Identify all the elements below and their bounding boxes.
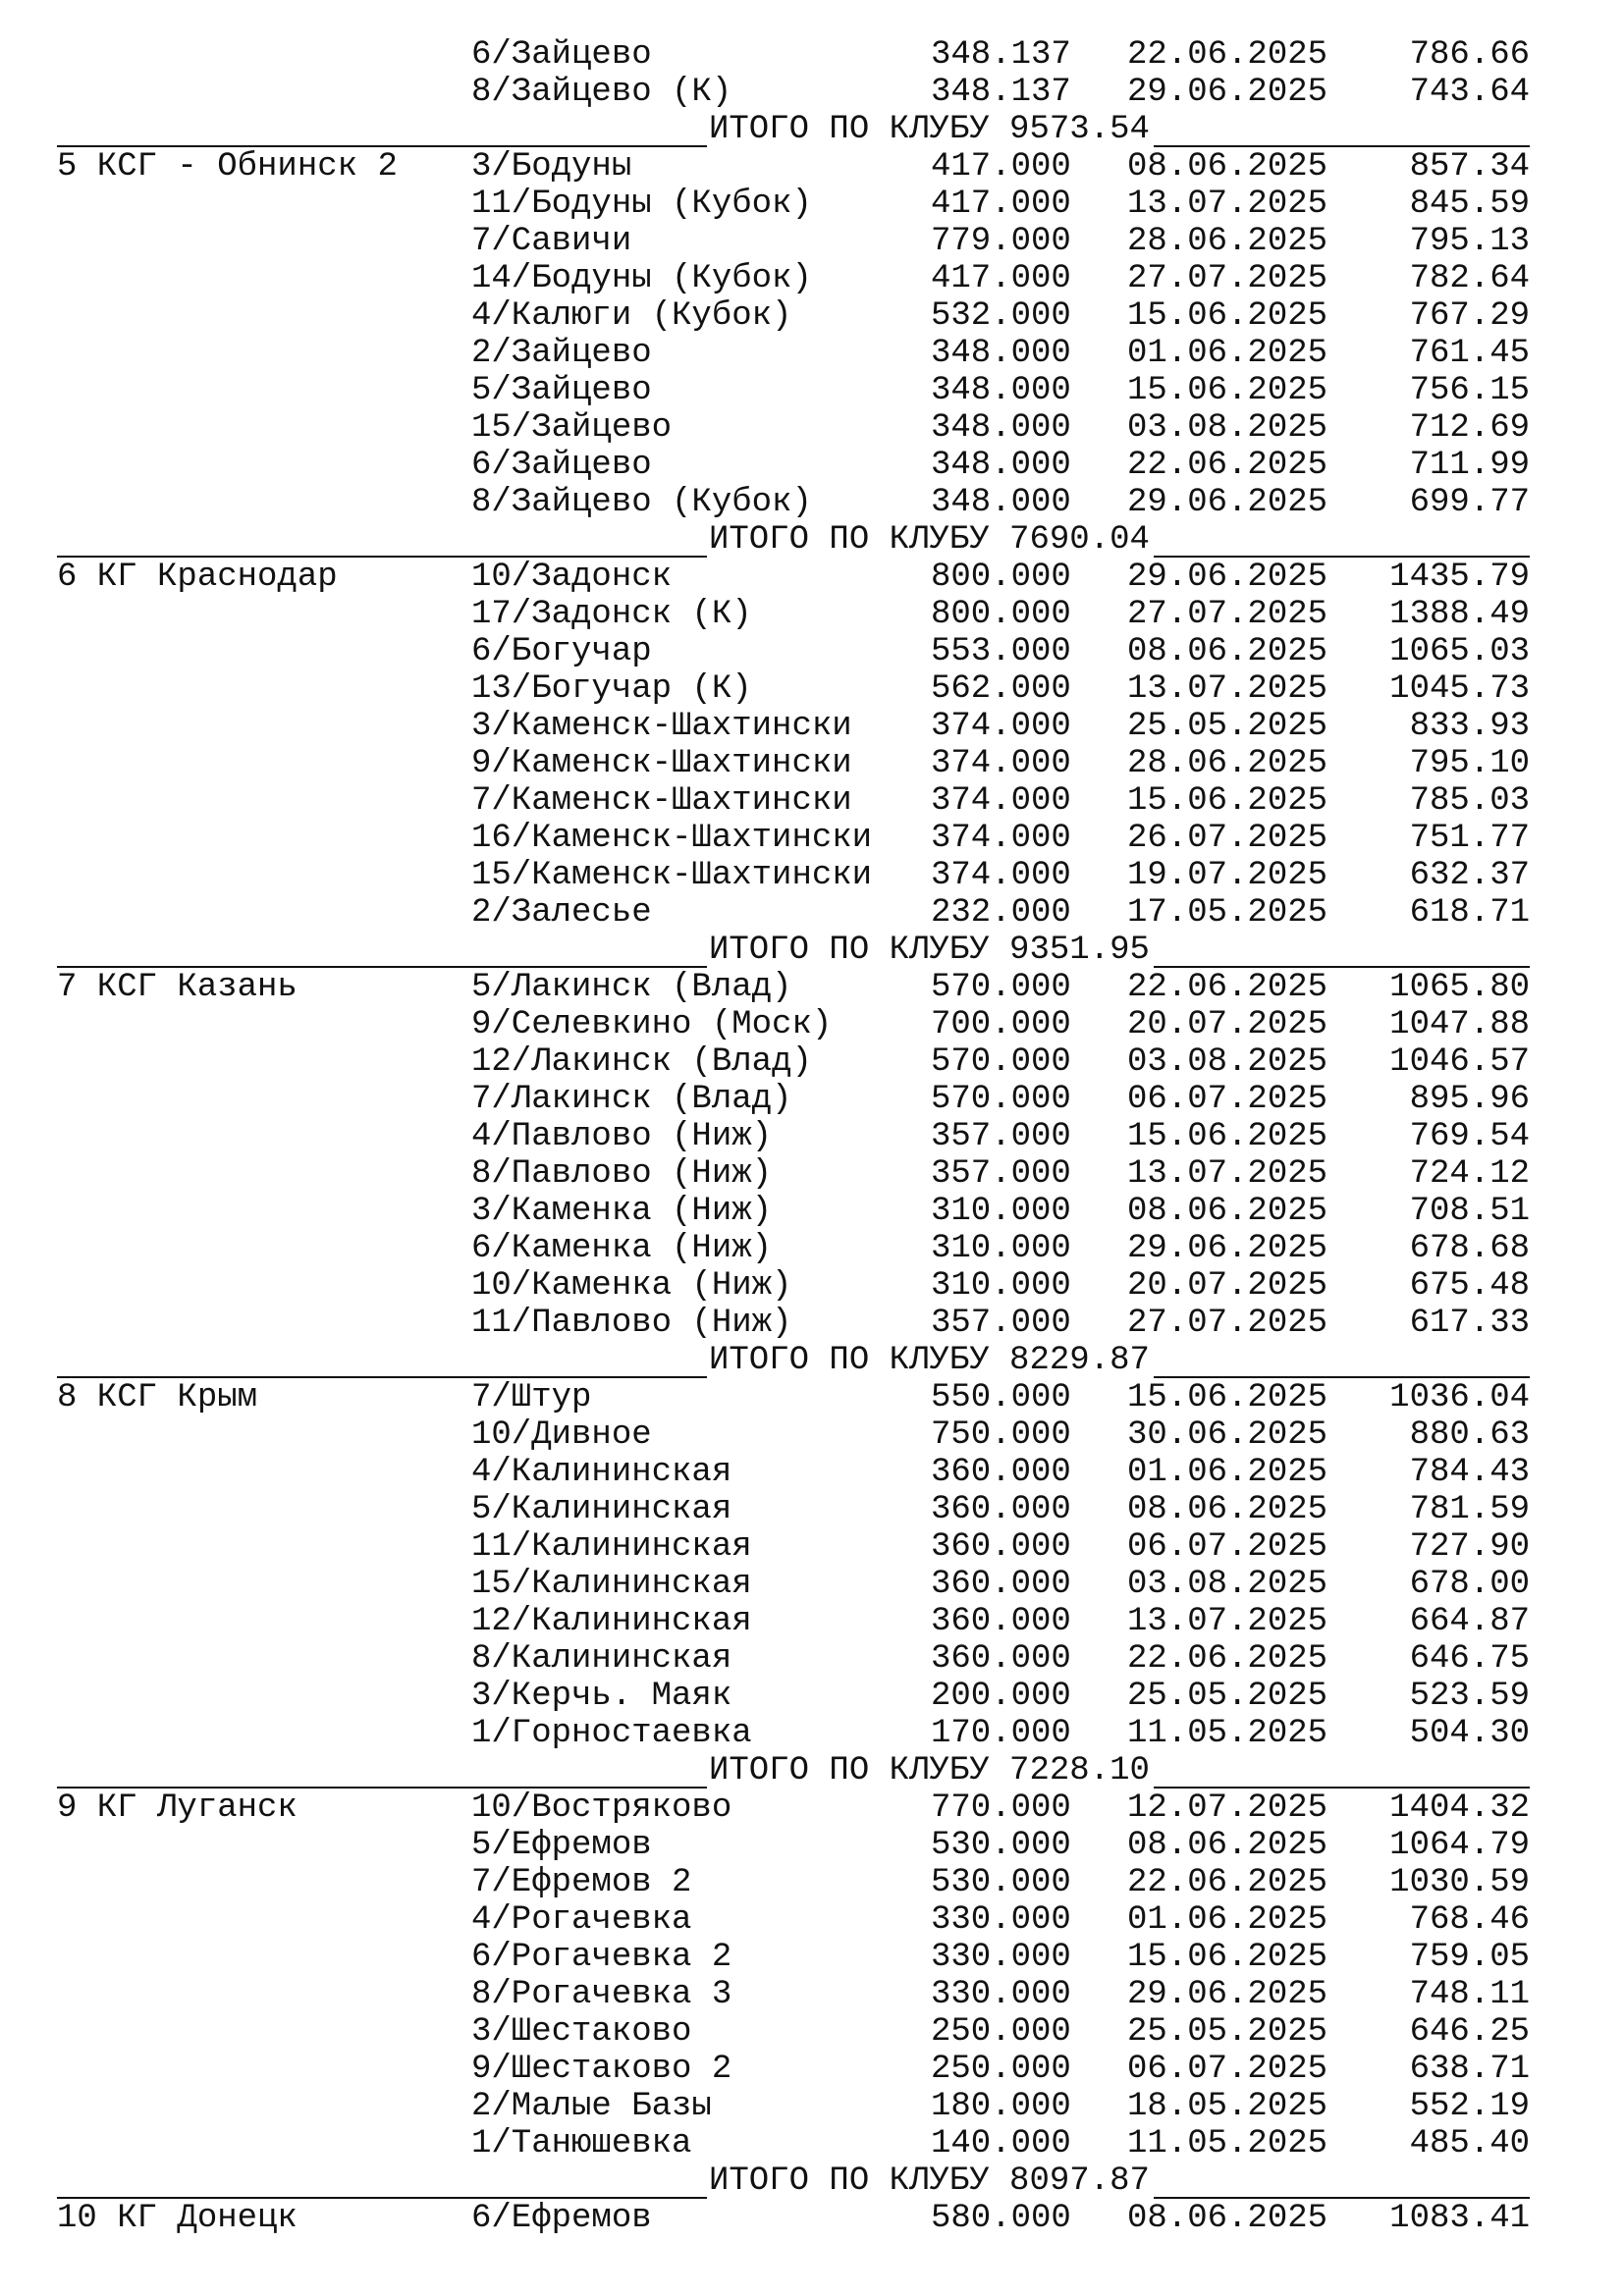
race-date: 08.06.2025 bbox=[1127, 1193, 1328, 1230]
race-date: 29.06.2025 bbox=[1127, 1976, 1328, 2013]
race-date: 18.05.2025 bbox=[1127, 2088, 1328, 2125]
distance-value: 250.000 bbox=[931, 2013, 1071, 2051]
race-date: 01.06.2025 bbox=[1127, 335, 1328, 372]
distance-value: 232.000 bbox=[931, 894, 1071, 932]
race-name: 5/Калининская bbox=[471, 1491, 732, 1528]
distance-value: 310.000 bbox=[931, 1193, 1071, 1230]
distance-value: 700.000 bbox=[931, 1006, 1071, 1043]
race-date: 22.06.2025 bbox=[1127, 447, 1328, 484]
race-date: 27.07.2025 bbox=[1127, 260, 1328, 297]
race-name: 16/Каменск-Шахтински bbox=[471, 820, 873, 857]
race-date: 29.06.2025 bbox=[1127, 74, 1328, 111]
score-value: 895.96 bbox=[1409, 1081, 1530, 1118]
race-name: 13/Богучар (К) bbox=[471, 670, 752, 708]
race-name: 8/Калининская bbox=[471, 1640, 732, 1678]
score-value: 785.03 bbox=[1409, 782, 1530, 820]
race-name: 14/Бодуны (Кубок) bbox=[471, 260, 812, 297]
race-name: 15/Калининская bbox=[471, 1566, 752, 1603]
distance-value: 357.000 bbox=[931, 1155, 1071, 1193]
club-total-separator bbox=[0, 521, 1624, 559]
race-date: 15.06.2025 bbox=[1127, 1939, 1328, 1976]
race-name: 6/Зайцево bbox=[471, 36, 652, 74]
race-name: 6/Богучар bbox=[471, 633, 652, 670]
distance-value: 180.000 bbox=[931, 2088, 1071, 2125]
score-value: 1065.80 bbox=[1389, 969, 1530, 1006]
club-total: ИТОГО ПО КЛУБУ 7228.10 bbox=[707, 1752, 1154, 1789]
race-name: 5/Зайцево bbox=[471, 372, 652, 409]
score-value: 759.05 bbox=[1409, 1939, 1530, 1976]
club-total-separator bbox=[0, 1752, 1624, 1789]
race-name: 1/Танюшевка bbox=[471, 2125, 692, 2163]
distance-value: 360.000 bbox=[931, 1566, 1071, 1603]
result-row bbox=[0, 335, 1624, 372]
club-total: ИТОГО ПО КЛУБУ 9351.95 bbox=[707, 932, 1154, 969]
race-name: 3/Бодуны bbox=[471, 148, 632, 186]
race-date: 29.06.2025 bbox=[1127, 1230, 1328, 1267]
race-name: 7/Каменск-Шахтински bbox=[471, 782, 852, 820]
club-name: 6 КГ Краснодар bbox=[57, 559, 338, 596]
distance-value: 530.000 bbox=[931, 1864, 1071, 1901]
result-row bbox=[0, 857, 1624, 894]
race-name: 6/Рогачевка 2 bbox=[471, 1939, 732, 1976]
race-date: 15.06.2025 bbox=[1127, 1118, 1328, 1155]
result-row bbox=[0, 409, 1624, 447]
result-row bbox=[0, 2013, 1624, 2051]
score-value: 618.71 bbox=[1409, 894, 1530, 932]
race-date: 06.07.2025 bbox=[1127, 1081, 1328, 1118]
distance-value: 562.000 bbox=[931, 670, 1071, 708]
race-name: 6/Каменка (Ниж) bbox=[471, 1230, 773, 1267]
result-row bbox=[0, 1566, 1624, 1603]
result-row bbox=[0, 1379, 1624, 1416]
race-date: 29.06.2025 bbox=[1127, 484, 1328, 521]
club-total-separator bbox=[0, 1342, 1624, 1379]
score-value: 786.66 bbox=[1409, 36, 1530, 74]
score-value: 845.59 bbox=[1409, 186, 1530, 223]
score-value: 646.75 bbox=[1409, 1640, 1530, 1678]
distance-value: 360.000 bbox=[931, 1528, 1071, 1566]
race-date: 20.07.2025 bbox=[1127, 1267, 1328, 1305]
score-value: 748.11 bbox=[1409, 1976, 1530, 2013]
race-date: 20.07.2025 bbox=[1127, 1006, 1328, 1043]
race-date: 28.06.2025 bbox=[1127, 745, 1328, 782]
race-date: 11.05.2025 bbox=[1127, 2125, 1328, 2163]
race-name: 11/Бодуны (Кубок) bbox=[471, 186, 812, 223]
distance-value: 360.000 bbox=[931, 1603, 1071, 1640]
club-total-separator bbox=[0, 932, 1624, 969]
score-value: 751.77 bbox=[1409, 820, 1530, 857]
result-row bbox=[0, 1827, 1624, 1864]
score-value: 504.30 bbox=[1409, 1715, 1530, 1752]
result-row bbox=[0, 633, 1624, 670]
result-row bbox=[0, 969, 1624, 1006]
club-name: 8 КСГ Крым bbox=[57, 1379, 258, 1416]
race-name: 8/Зайцево (К) bbox=[471, 74, 732, 111]
club-total-separator bbox=[0, 111, 1624, 148]
race-name: 4/Павлово (Ниж) bbox=[471, 1118, 773, 1155]
result-row bbox=[0, 186, 1624, 223]
distance-value: 570.000 bbox=[931, 1081, 1071, 1118]
race-name: 3/Керчь. Маяк bbox=[471, 1678, 732, 1715]
result-row bbox=[0, 1230, 1624, 1267]
race-date: 03.08.2025 bbox=[1127, 1566, 1328, 1603]
race-date: 01.06.2025 bbox=[1127, 1454, 1328, 1491]
result-row bbox=[0, 1603, 1624, 1640]
race-date: 22.06.2025 bbox=[1127, 1864, 1328, 1901]
score-value: 646.25 bbox=[1409, 2013, 1530, 2051]
distance-value: 417.000 bbox=[931, 260, 1071, 297]
score-value: 833.93 bbox=[1409, 708, 1530, 745]
race-date: 06.07.2025 bbox=[1127, 2051, 1328, 2088]
result-row bbox=[0, 2125, 1624, 2163]
distance-value: 530.000 bbox=[931, 1827, 1071, 1864]
distance-value: 330.000 bbox=[931, 1901, 1071, 1939]
race-name: 12/Калининская bbox=[471, 1603, 752, 1640]
score-value: 727.90 bbox=[1409, 1528, 1530, 1566]
score-value: 1064.79 bbox=[1389, 1827, 1530, 1864]
club-total: ИТОГО ПО КЛУБУ 7690.04 bbox=[707, 521, 1154, 559]
race-name: 3/Шестаково bbox=[471, 2013, 692, 2051]
distance-value: 348.000 bbox=[931, 409, 1071, 447]
score-value: 632.37 bbox=[1409, 857, 1530, 894]
score-value: 708.51 bbox=[1409, 1193, 1530, 1230]
distance-value: 553.000 bbox=[931, 633, 1071, 670]
distance-value: 357.000 bbox=[931, 1305, 1071, 1342]
result-row bbox=[0, 2200, 1624, 2237]
race-date: 08.06.2025 bbox=[1127, 633, 1328, 670]
race-date: 08.06.2025 bbox=[1127, 1827, 1328, 1864]
result-row bbox=[0, 1305, 1624, 1342]
race-name: 10/Дивное bbox=[471, 1416, 652, 1454]
race-name: 6/Зайцево bbox=[471, 447, 652, 484]
race-date: 25.05.2025 bbox=[1127, 1678, 1328, 1715]
distance-value: 310.000 bbox=[931, 1267, 1071, 1305]
race-name: 5/Лакинск (Влад) bbox=[471, 969, 792, 1006]
result-row bbox=[0, 1901, 1624, 1939]
race-name: 1/Горностаевка bbox=[471, 1715, 752, 1752]
result-row bbox=[0, 2051, 1624, 2088]
result-row bbox=[0, 894, 1624, 932]
distance-value: 357.000 bbox=[931, 1118, 1071, 1155]
race-name: 2/Малые Базы bbox=[471, 2088, 712, 2125]
race-name: 10/Задонск bbox=[471, 559, 673, 596]
result-row bbox=[0, 745, 1624, 782]
score-value: 1036.04 bbox=[1389, 1379, 1530, 1416]
distance-value: 348.137 bbox=[931, 74, 1071, 111]
distance-value: 374.000 bbox=[931, 782, 1071, 820]
race-name: 11/Калининская bbox=[471, 1528, 752, 1566]
result-row bbox=[0, 1715, 1624, 1752]
race-date: 12.07.2025 bbox=[1127, 1789, 1328, 1827]
race-name: 2/Зайцево bbox=[471, 335, 652, 372]
race-date: 15.06.2025 bbox=[1127, 1379, 1328, 1416]
distance-value: 330.000 bbox=[931, 1976, 1071, 2013]
score-value: 857.34 bbox=[1409, 148, 1530, 186]
score-value: 678.00 bbox=[1409, 1566, 1530, 1603]
result-row bbox=[0, 559, 1624, 596]
distance-value: 360.000 bbox=[931, 1491, 1071, 1528]
result-row bbox=[0, 2088, 1624, 2125]
race-name: 6/Ефремов bbox=[471, 2200, 652, 2237]
distance-value: 570.000 bbox=[931, 969, 1071, 1006]
distance-value: 348.000 bbox=[931, 372, 1071, 409]
race-date: 22.06.2025 bbox=[1127, 1640, 1328, 1678]
result-row bbox=[0, 372, 1624, 409]
result-row bbox=[0, 1640, 1624, 1678]
result-row bbox=[0, 1939, 1624, 1976]
score-value: 711.99 bbox=[1409, 447, 1530, 484]
distance-value: 750.000 bbox=[931, 1416, 1071, 1454]
score-value: 767.29 bbox=[1409, 297, 1530, 335]
distance-value: 374.000 bbox=[931, 857, 1071, 894]
race-date: 29.06.2025 bbox=[1127, 559, 1328, 596]
race-name: 15/Каменск-Шахтински bbox=[471, 857, 873, 894]
result-row bbox=[0, 1043, 1624, 1081]
score-value: 1083.41 bbox=[1389, 2200, 1530, 2237]
result-row bbox=[0, 670, 1624, 708]
race-name: 7/Лакинск (Влад) bbox=[471, 1081, 792, 1118]
race-name: 3/Каменка (Ниж) bbox=[471, 1193, 773, 1230]
race-date: 13.07.2025 bbox=[1127, 1155, 1328, 1193]
distance-value: 417.000 bbox=[931, 186, 1071, 223]
race-date: 01.06.2025 bbox=[1127, 1901, 1328, 1939]
club-total: ИТОГО ПО КЛУБУ 8097.87 bbox=[707, 2163, 1154, 2200]
score-value: 712.69 bbox=[1409, 409, 1530, 447]
race-name: 7/Штур bbox=[471, 1379, 592, 1416]
score-value: 523.59 bbox=[1409, 1678, 1530, 1715]
result-row bbox=[0, 223, 1624, 260]
result-row bbox=[0, 1789, 1624, 1827]
distance-value: 170.000 bbox=[931, 1715, 1071, 1752]
distance-value: 360.000 bbox=[931, 1640, 1071, 1678]
club-name: 5 КСГ - Обнинск 2 bbox=[57, 148, 398, 186]
score-value: 664.87 bbox=[1409, 1603, 1530, 1640]
distance-value: 580.000 bbox=[931, 2200, 1071, 2237]
distance-value: 374.000 bbox=[931, 745, 1071, 782]
score-value: 880.63 bbox=[1409, 1416, 1530, 1454]
result-row bbox=[0, 1081, 1624, 1118]
distance-value: 417.000 bbox=[931, 148, 1071, 186]
result-row bbox=[0, 1491, 1624, 1528]
score-value: 1030.59 bbox=[1389, 1864, 1530, 1901]
score-value: 743.64 bbox=[1409, 74, 1530, 111]
distance-value: 532.000 bbox=[931, 297, 1071, 335]
score-value: 678.68 bbox=[1409, 1230, 1530, 1267]
race-name: 7/Ефремов 2 bbox=[471, 1864, 692, 1901]
distance-value: 200.000 bbox=[931, 1678, 1071, 1715]
score-value: 617.33 bbox=[1409, 1305, 1530, 1342]
race-date: 22.06.2025 bbox=[1127, 36, 1328, 74]
race-date: 19.07.2025 bbox=[1127, 857, 1328, 894]
race-name: 9/Селевкино (Моск) bbox=[471, 1006, 833, 1043]
distance-value: 570.000 bbox=[931, 1043, 1071, 1081]
result-row bbox=[0, 297, 1624, 335]
race-date: 17.05.2025 bbox=[1127, 894, 1328, 932]
race-name: 9/Каменск-Шахтински bbox=[471, 745, 852, 782]
distance-value: 374.000 bbox=[931, 820, 1071, 857]
score-value: 1435.79 bbox=[1389, 559, 1530, 596]
result-row bbox=[0, 1006, 1624, 1043]
result-row bbox=[0, 74, 1624, 111]
result-row bbox=[0, 447, 1624, 484]
race-date: 11.05.2025 bbox=[1127, 1715, 1328, 1752]
race-date: 15.06.2025 bbox=[1127, 297, 1328, 335]
score-value: 761.45 bbox=[1409, 335, 1530, 372]
result-row bbox=[0, 1416, 1624, 1454]
distance-value: 770.000 bbox=[931, 1789, 1071, 1827]
race-date: 15.06.2025 bbox=[1127, 782, 1328, 820]
club-total: ИТОГО ПО КЛУБУ 9573.54 bbox=[707, 111, 1154, 148]
distance-value: 374.000 bbox=[931, 708, 1071, 745]
race-name: 8/Зайцево (Кубок) bbox=[471, 484, 812, 521]
race-name: 8/Рогачевка 3 bbox=[471, 1976, 732, 2013]
score-value: 1045.73 bbox=[1389, 670, 1530, 708]
distance-value: 348.137 bbox=[931, 36, 1071, 74]
race-name: 11/Павлово (Ниж) bbox=[471, 1305, 792, 1342]
result-row bbox=[0, 1528, 1624, 1566]
race-name: 10/Востряково bbox=[471, 1789, 732, 1827]
distance-value: 348.000 bbox=[931, 484, 1071, 521]
result-row bbox=[0, 1864, 1624, 1901]
result-row bbox=[0, 1118, 1624, 1155]
score-value: 784.43 bbox=[1409, 1454, 1530, 1491]
score-value: 638.71 bbox=[1409, 2051, 1530, 2088]
score-value: 781.59 bbox=[1409, 1491, 1530, 1528]
score-value: 1388.49 bbox=[1389, 596, 1530, 633]
race-date: 22.06.2025 bbox=[1127, 969, 1328, 1006]
result-row bbox=[0, 1454, 1624, 1491]
race-name: 4/Рогачевка bbox=[471, 1901, 692, 1939]
race-name: 2/Залесье bbox=[471, 894, 652, 932]
result-row bbox=[0, 708, 1624, 745]
distance-value: 800.000 bbox=[931, 596, 1071, 633]
score-value: 795.13 bbox=[1409, 223, 1530, 260]
race-date: 13.07.2025 bbox=[1127, 670, 1328, 708]
score-value: 769.54 bbox=[1409, 1118, 1530, 1155]
race-name: 7/Савичи bbox=[471, 223, 632, 260]
race-date: 27.07.2025 bbox=[1127, 1305, 1328, 1342]
club-name: 10 КГ Донецк bbox=[57, 2200, 298, 2237]
race-name: 8/Павлово (Ниж) bbox=[471, 1155, 773, 1193]
distance-value: 310.000 bbox=[931, 1230, 1071, 1267]
race-name: 17/Задонск (К) bbox=[471, 596, 752, 633]
score-value: 724.12 bbox=[1409, 1155, 1530, 1193]
result-row bbox=[0, 596, 1624, 633]
score-value: 675.48 bbox=[1409, 1267, 1530, 1305]
race-date: 30.06.2025 bbox=[1127, 1416, 1328, 1454]
result-row bbox=[0, 148, 1624, 186]
result-row bbox=[0, 1155, 1624, 1193]
distance-value: 348.000 bbox=[931, 447, 1071, 484]
distance-value: 348.000 bbox=[931, 335, 1071, 372]
club-name: 9 КГ Луганск bbox=[57, 1789, 298, 1827]
club-total: ИТОГО ПО КЛУБУ 8229.87 bbox=[707, 1342, 1154, 1379]
score-value: 1047.88 bbox=[1389, 1006, 1530, 1043]
result-row bbox=[0, 1678, 1624, 1715]
club-total-separator bbox=[0, 2163, 1624, 2200]
result-row bbox=[0, 484, 1624, 521]
club-name: 7 КСГ Казань bbox=[57, 969, 298, 1006]
race-date: 28.06.2025 bbox=[1127, 223, 1328, 260]
results-document bbox=[0, 36, 1624, 2237]
race-date: 25.05.2025 bbox=[1127, 2013, 1328, 2051]
race-date: 08.06.2025 bbox=[1127, 148, 1328, 186]
race-date: 27.07.2025 bbox=[1127, 596, 1328, 633]
result-row bbox=[0, 1976, 1624, 2013]
distance-value: 140.000 bbox=[931, 2125, 1071, 2163]
result-row bbox=[0, 260, 1624, 297]
race-name: 4/Калининская bbox=[471, 1454, 732, 1491]
distance-value: 360.000 bbox=[931, 1454, 1071, 1491]
result-row bbox=[0, 782, 1624, 820]
race-name: 5/Ефремов bbox=[471, 1827, 652, 1864]
distance-value: 250.000 bbox=[931, 2051, 1071, 2088]
score-value: 795.10 bbox=[1409, 745, 1530, 782]
race-date: 13.07.2025 bbox=[1127, 1603, 1328, 1640]
result-row bbox=[0, 1267, 1624, 1305]
score-value: 485.40 bbox=[1409, 2125, 1530, 2163]
distance-value: 330.000 bbox=[931, 1939, 1071, 1976]
score-value: 782.64 bbox=[1409, 260, 1530, 297]
result-row bbox=[0, 1193, 1624, 1230]
race-date: 25.05.2025 bbox=[1127, 708, 1328, 745]
race-name: 9/Шестаково 2 bbox=[471, 2051, 732, 2088]
race-name: 10/Каменка (Ниж) bbox=[471, 1267, 792, 1305]
score-value: 756.15 bbox=[1409, 372, 1530, 409]
race-name: 4/Калюги (Кубок) bbox=[471, 297, 792, 335]
race-date: 03.08.2025 bbox=[1127, 1043, 1328, 1081]
race-date: 26.07.2025 bbox=[1127, 820, 1328, 857]
score-value: 1404.32 bbox=[1389, 1789, 1530, 1827]
result-row bbox=[0, 36, 1624, 74]
race-date: 15.06.2025 bbox=[1127, 372, 1328, 409]
race-name: 15/Зайцево bbox=[471, 409, 673, 447]
score-value: 1065.03 bbox=[1389, 633, 1530, 670]
distance-value: 779.000 bbox=[931, 223, 1071, 260]
score-value: 699.77 bbox=[1409, 484, 1530, 521]
race-date: 03.08.2025 bbox=[1127, 409, 1328, 447]
race-date: 08.06.2025 bbox=[1127, 2200, 1328, 2237]
result-row bbox=[0, 820, 1624, 857]
race-date: 13.07.2025 bbox=[1127, 186, 1328, 223]
distance-value: 550.000 bbox=[931, 1379, 1071, 1416]
race-name: 12/Лакинск (Влад) bbox=[471, 1043, 812, 1081]
race-date: 06.07.2025 bbox=[1127, 1528, 1328, 1566]
score-value: 552.19 bbox=[1409, 2088, 1530, 2125]
race-name: 3/Каменск-Шахтински bbox=[471, 708, 852, 745]
race-date: 08.06.2025 bbox=[1127, 1491, 1328, 1528]
score-value: 768.46 bbox=[1409, 1901, 1530, 1939]
distance-value: 800.000 bbox=[931, 559, 1071, 596]
score-value: 1046.57 bbox=[1389, 1043, 1530, 1081]
